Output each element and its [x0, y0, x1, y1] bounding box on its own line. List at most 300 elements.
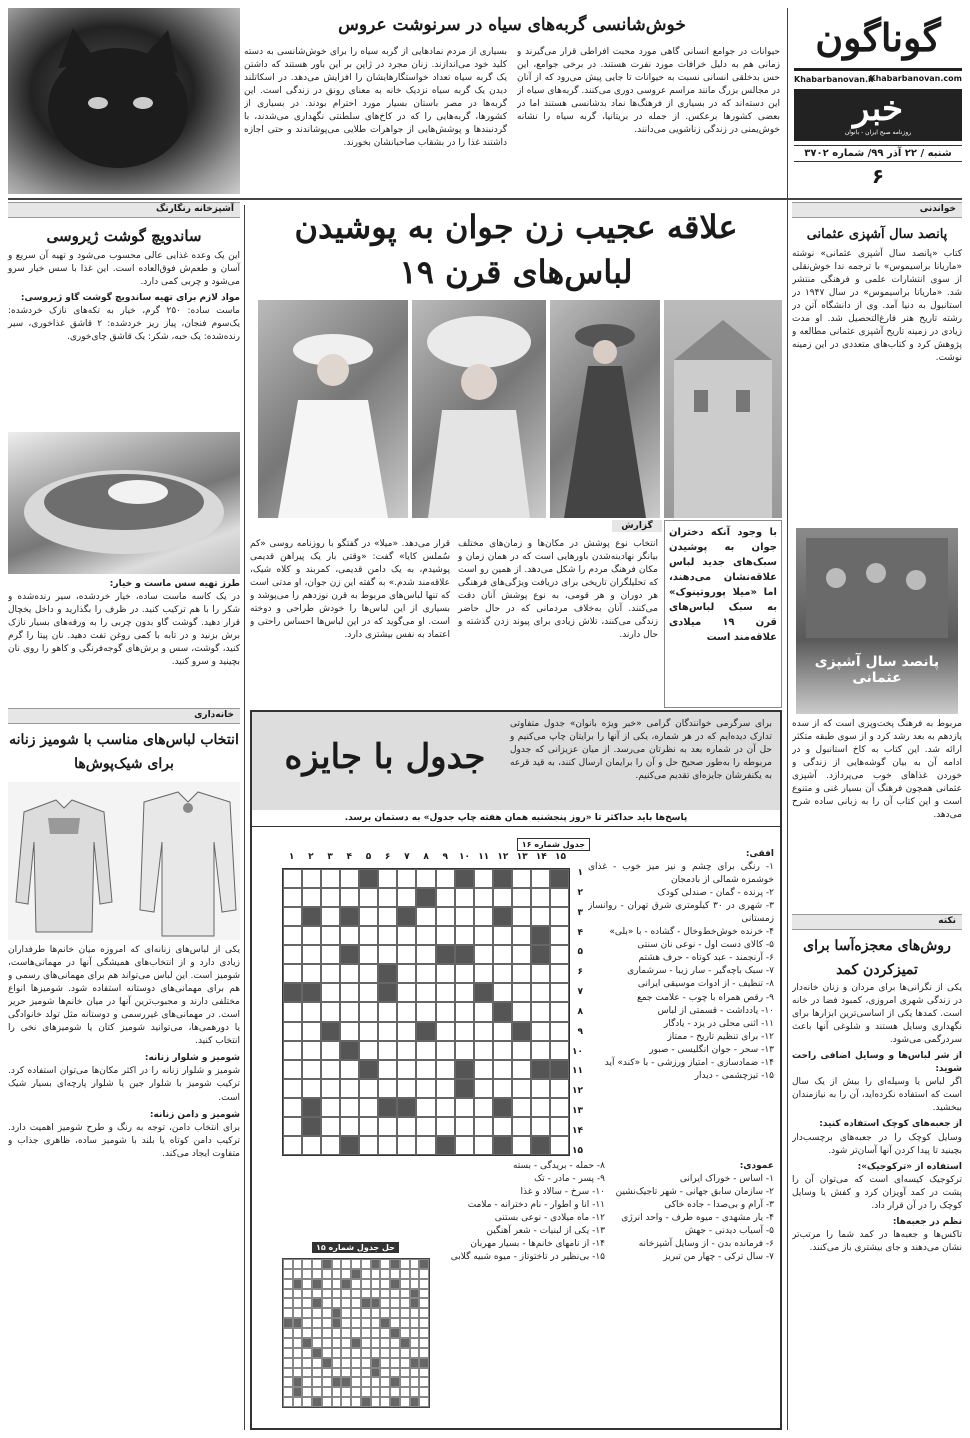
solution-cell — [302, 1348, 312, 1358]
crossword-cell[interactable] — [436, 926, 455, 945]
crossword-cell — [550, 869, 569, 888]
section-title: گوناگون — [794, 8, 962, 71]
crossword-cell[interactable] — [436, 907, 455, 926]
crossword-cell[interactable] — [416, 907, 435, 926]
crossword-cell[interactable] — [436, 1041, 455, 1060]
crossword-cell[interactable] — [359, 907, 378, 926]
grid-column-number: ۵ — [365, 852, 372, 862]
solution-cell — [351, 1387, 361, 1397]
crossword-cell[interactable] — [302, 1136, 321, 1155]
solution-cell — [322, 1377, 332, 1387]
solution-cell — [419, 1377, 429, 1387]
crossword-cell[interactable] — [340, 1002, 359, 1021]
crossword-cell[interactable] — [283, 907, 302, 926]
crossword-cell — [359, 869, 378, 888]
crossword-cell[interactable] — [378, 1022, 397, 1041]
crossword-cell[interactable] — [283, 1022, 302, 1041]
crossword-cell[interactable] — [512, 1041, 531, 1060]
solution-cell — [390, 1387, 400, 1397]
solution-cell — [341, 1328, 351, 1338]
crossword-grid[interactable] — [282, 868, 570, 1156]
crossword-cell[interactable] — [321, 869, 340, 888]
solution-cell — [371, 1308, 381, 1318]
grid-row-number: ۱ — [577, 868, 583, 878]
crossword-cell[interactable] — [397, 888, 416, 907]
solution-cell — [322, 1387, 332, 1397]
crossword-cell[interactable] — [321, 1002, 340, 1021]
crossword-cell[interactable] — [531, 888, 550, 907]
crossword-cell[interactable] — [493, 983, 512, 1002]
crossword-cell[interactable] — [455, 1002, 474, 1021]
woman-photo-3 — [550, 300, 660, 518]
crossword-cell[interactable] — [283, 1041, 302, 1060]
crossword-cell[interactable] — [378, 869, 397, 888]
crossword-cell — [340, 1136, 359, 1155]
crossword-cell[interactable] — [283, 869, 302, 888]
solution-cell — [293, 1328, 303, 1338]
solution-cell — [341, 1397, 351, 1407]
solution-cell — [283, 1289, 293, 1299]
solution-cell — [419, 1358, 429, 1368]
crossword-cell[interactable] — [397, 1041, 416, 1060]
crossword-cell[interactable] — [321, 888, 340, 907]
crossword-cell — [302, 907, 321, 926]
crossword-cell[interactable] — [321, 1136, 340, 1155]
solution-cell — [341, 1377, 351, 1387]
crossword-cell[interactable] — [436, 1002, 455, 1021]
solution-cell — [293, 1259, 303, 1269]
crossword-cell[interactable] — [340, 983, 359, 1002]
crossword-cell[interactable] — [550, 1117, 569, 1136]
crossword-clue: ۱۳- یکی از لبنیات - شعر آهنگین — [486, 1226, 605, 1237]
crossword-cell — [397, 907, 416, 926]
crossword-cell[interactable] — [302, 888, 321, 907]
crossword-cell[interactable] — [378, 1002, 397, 1021]
crossword-cell[interactable] — [321, 1117, 340, 1136]
crossword-cell[interactable] — [397, 926, 416, 945]
solution-cell — [410, 1348, 420, 1358]
crossword-clue: ۵- آسیاب دیدنی - جهش — [684, 1226, 774, 1237]
crossword-cell[interactable] — [283, 1079, 302, 1098]
crossword-cell[interactable] — [302, 869, 321, 888]
crossword-cell[interactable] — [474, 945, 493, 964]
crossword-cell[interactable] — [474, 964, 493, 983]
crossword-cell[interactable] — [359, 1079, 378, 1098]
recipe-steps — [8, 578, 240, 702]
solution-cell — [390, 1279, 400, 1289]
solution-cell — [400, 1318, 410, 1328]
crossword-cell[interactable] — [283, 1117, 302, 1136]
solution-cell — [419, 1338, 429, 1348]
crossword-cell[interactable] — [550, 888, 569, 907]
solution-cell — [322, 1397, 332, 1407]
crossword-cell[interactable] — [378, 926, 397, 945]
crossword-cell[interactable] — [512, 1098, 531, 1117]
crossword-cell[interactable] — [359, 888, 378, 907]
crossword-cell[interactable] — [321, 907, 340, 926]
crossword-cell[interactable] — [436, 888, 455, 907]
grid-row-number: ۲ — [577, 887, 583, 898]
crossword-cell[interactable] — [474, 1136, 493, 1155]
solution-cell — [302, 1289, 312, 1299]
solution-cell — [322, 1259, 332, 1269]
crossword-cell[interactable] — [359, 983, 378, 1002]
crossword-cell[interactable] — [531, 1041, 550, 1060]
grid-column-number: ۱۵ — [555, 852, 566, 862]
crossword-cell[interactable] — [531, 1002, 550, 1021]
crossword-cell[interactable] — [531, 964, 550, 983]
black-cat-photo — [8, 8, 240, 194]
crossword-cell[interactable] — [550, 983, 569, 1002]
solution-cell — [302, 1298, 312, 1308]
solution-cell — [332, 1348, 342, 1358]
sandwich-image — [8, 432, 240, 574]
crossword-cell[interactable] — [397, 964, 416, 983]
crossword-cell[interactable] — [455, 1041, 474, 1060]
crossword-cell[interactable] — [474, 1022, 493, 1041]
crossword-cell[interactable] — [436, 1117, 455, 1136]
crossword-cell[interactable] — [283, 945, 302, 964]
crossword-cell[interactable] — [378, 907, 397, 926]
crossword-cell[interactable] — [340, 1060, 359, 1079]
grid-column-number: ۱۱ — [478, 852, 490, 862]
solution-cell — [351, 1338, 361, 1348]
crossword-cell[interactable] — [340, 926, 359, 945]
clothing-article — [8, 944, 240, 1430]
site-url-alt[interactable]: Khabarbanovan.com — [869, 74, 962, 83]
crossword-cell[interactable] — [493, 1117, 512, 1136]
crossword-cell[interactable] — [474, 1060, 493, 1079]
crossword-cell[interactable] — [550, 1136, 569, 1155]
crossword-cell[interactable] — [531, 983, 550, 1002]
crossword-cell[interactable] — [378, 1079, 397, 1098]
crossword-cell[interactable] — [378, 1117, 397, 1136]
crossword-clue: ۲- سازمان سابق جهانی - شهر تاجیک‌نشین — [615, 1187, 774, 1198]
solution-cell — [380, 1269, 390, 1279]
crossword-cell[interactable] — [512, 888, 531, 907]
crossword-cell[interactable] — [340, 964, 359, 983]
crossword-cell[interactable] — [302, 964, 321, 983]
crossword-cell[interactable] — [512, 1079, 531, 1098]
solution-cell — [371, 1269, 381, 1279]
solution-cell — [283, 1348, 293, 1358]
crossword-cell[interactable] — [283, 1002, 302, 1021]
crossword-cell[interactable] — [531, 1022, 550, 1041]
solution-cell — [361, 1358, 371, 1368]
crossword-cell[interactable] — [455, 1136, 474, 1155]
solution-cell — [351, 1298, 361, 1308]
crossword-cell[interactable] — [531, 907, 550, 926]
crossword-cell[interactable] — [378, 945, 397, 964]
solution-cell — [419, 1387, 429, 1397]
solution-cell — [410, 1377, 420, 1387]
solution-cell — [410, 1397, 420, 1407]
crossword-cell[interactable] — [283, 1136, 302, 1155]
crossword-cell[interactable] — [550, 1022, 569, 1041]
tips-subhead: از شر لباس‌ها و وسایل اضافی راحت شوید: — [792, 1051, 962, 1075]
crossword-cell[interactable] — [531, 1079, 550, 1098]
solution-cell — [351, 1259, 361, 1269]
crossword-cell — [302, 1098, 321, 1117]
crossword-cell[interactable] — [340, 1098, 359, 1117]
crossword-cell[interactable] — [436, 1022, 455, 1041]
crossword-cell[interactable] — [512, 907, 531, 926]
crossword-cell[interactable] — [531, 1117, 550, 1136]
crossword-cell[interactable] — [397, 1079, 416, 1098]
crossword-cell[interactable] — [512, 983, 531, 1002]
crossword-cell[interactable] — [474, 1098, 493, 1117]
solution-cell — [322, 1348, 332, 1358]
crossword-cell[interactable] — [416, 1079, 435, 1098]
crossword-cell[interactable] — [474, 907, 493, 926]
crossword-cell[interactable] — [359, 1117, 378, 1136]
crossword-cell[interactable] — [474, 1041, 493, 1060]
crossword-cell[interactable] — [474, 1117, 493, 1136]
grid-row-number: ۱۱ — [572, 1066, 583, 1077]
crossword-cell[interactable] — [550, 1041, 569, 1060]
crossword-cell[interactable] — [321, 926, 340, 945]
crossword-cell[interactable] — [302, 1060, 321, 1079]
crossword-cell[interactable] — [378, 1060, 397, 1079]
solution-cell — [361, 1387, 371, 1397]
solution-cell — [410, 1318, 420, 1328]
crossword-cell[interactable] — [474, 926, 493, 945]
crossword-cell[interactable] — [321, 1041, 340, 1060]
crossword-cell — [493, 1002, 512, 1021]
crossword-cell[interactable] — [493, 1079, 512, 1098]
solution-cell — [361, 1397, 371, 1407]
book-cover — [796, 528, 958, 714]
book-body: کتاب «پانصد سال آشپزی عثمانی» نوشته «ماریانا براسیموس» با ترجمه ندا خوش‌نقلی از سوی انتشارات علمی و فرهنگی منتشر شد. «ماریانا براسیموس» در سال ۱۹۴۷ در استانبول به دنیا آمد. وی از دانشگاه آتن در رشته تاریخ هنر فارغ‌التحصیل شد. او مدت زیادی در زمینه تاریخ آشپزی عثمانی مطالعه و پژوهش کرد و کتاب‌های متعددی در این زمینه نوشت. — [792, 249, 962, 364]
crossword-cell[interactable] — [455, 1098, 474, 1117]
crossword-cell[interactable] — [455, 964, 474, 983]
crossword-cell[interactable] — [455, 983, 474, 1002]
solution-cell — [322, 1358, 332, 1368]
clothing-body: یکی از لباس‌های زنانه‌ای که امروزه میان خانم‌ها طرفداران زیادی دارد و از انتخاب‌های همیشگی آنها در مهمانی‌هاست، شومیز است. این لباس می‌تواند هم برای مهمانی‌های رسمی و هم برای مهمانی‌های دوستانه استفاده شود. شومیزها انواع مختلفی دارند و محبوب‌ترین آنها در میان خانم‌ها شومیز حریر است. در مهمانی‌های غیررسمی و دوستانه مثل تولد خانوادگی یا دورهمی‌ها، می‌توانید شومیز کتان یا شومیزهای نخی را انتخاب کنید. — [8, 945, 240, 1047]
crossword-cell[interactable] — [416, 1041, 435, 1060]
crossword-cell[interactable] — [416, 964, 435, 983]
crossword-cell[interactable] — [283, 888, 302, 907]
crossword-cell[interactable] — [493, 888, 512, 907]
crossword-cell[interactable] — [416, 983, 435, 1002]
solution-cell — [283, 1328, 293, 1338]
crossword-cell[interactable] — [359, 945, 378, 964]
tips-article — [792, 934, 962, 1430]
crossword-cell[interactable] — [550, 964, 569, 983]
crossword-cell[interactable] — [474, 1002, 493, 1021]
crossword-cell[interactable] — [512, 1117, 531, 1136]
tips-body: وسایل کوچک را در جعبه‌های برچسب‌دار بچینید تا پیدا کردن آنها آسان‌تر شود. — [792, 1132, 962, 1156]
puzzle-label: جدول شماره ۱۶ — [517, 838, 590, 851]
crossword-cell[interactable] — [512, 1002, 531, 1021]
crossword-cell[interactable] — [321, 945, 340, 964]
crossword-cell[interactable] — [340, 888, 359, 907]
crossword-cell[interactable] — [302, 945, 321, 964]
crossword-cell[interactable] — [359, 964, 378, 983]
solution-cell — [312, 1387, 322, 1397]
crossword-cell[interactable] — [436, 869, 455, 888]
solution-cell — [341, 1318, 351, 1328]
solution-cell — [293, 1348, 303, 1358]
crossword-cell[interactable] — [321, 983, 340, 1002]
crossword-cell[interactable] — [512, 926, 531, 945]
solution-cell — [371, 1318, 381, 1328]
crossword-cell[interactable] — [436, 1079, 455, 1098]
solution-cell — [380, 1338, 390, 1348]
solution-cell — [332, 1328, 342, 1338]
crossword-cell[interactable] — [397, 983, 416, 1002]
solution-cell — [332, 1338, 342, 1348]
crossword-cell[interactable] — [378, 1136, 397, 1155]
solution-cell — [400, 1338, 410, 1348]
crossword-cell[interactable] — [493, 1060, 512, 1079]
crossword-cell[interactable] — [321, 964, 340, 983]
crossword-cell[interactable] — [493, 1041, 512, 1060]
crossword-cell[interactable] — [416, 1136, 435, 1155]
crossword-cell[interactable] — [436, 964, 455, 983]
crossword-cell[interactable] — [493, 1022, 512, 1041]
crossword-cell[interactable] — [397, 1002, 416, 1021]
crossword-cell[interactable] — [359, 1002, 378, 1021]
horizontal-clues: افقی: ۱- رنگی برای چشم و نیز میز خوب - غذای خوشمزه شمالی از بادمجان ۲- پرنده - گمان - صندلی کودک ۳- شهری در ۳۰ کیلومتری شرق تهران - روانساز زمستانی ۴- خرنده خوش‌خط‌وخال - گشاده - با «بلی» ۵- کالای دست اول - نوعی نان سنتی ۶- آرنجمند - عبد کوتاه - حرف هشتم ۷- سبک باچه‌گیر - سار زیبا - سرشماری ۸- تنظیف - از ادوات موسیقی ایرانی ۹- رقص همراه با چوب - علامت جمع ۱۰- یادداشت - قسمتی از لباس ۱۱- اثنی محلی در یزد - یادگار ۱۲- برای تنظیم تاریخ - ممتاز ۱۳- سحر - جوان انگلیسی - صبور ۱۴- ضمادسازی - امتیاز ورزشی - با «کند» آید ۱۵- تیزچشمی - دیدار — [588, 848, 774, 1148]
crossword-cell[interactable] — [550, 1079, 569, 1098]
crossword-cell[interactable] — [397, 1136, 416, 1155]
crossword-cell[interactable] — [493, 926, 512, 945]
grid-column-number: ۱۳ — [516, 852, 528, 862]
crossword-cell[interactable] — [512, 1060, 531, 1079]
crossword-cell[interactable] — [550, 1098, 569, 1117]
solution-cell — [341, 1298, 351, 1308]
crossword-cell[interactable] — [455, 1022, 474, 1041]
crossword-cell — [302, 983, 321, 1002]
solution-cell — [371, 1397, 381, 1407]
crossword-cell[interactable] — [397, 1060, 416, 1079]
crossword-cell[interactable] — [359, 1136, 378, 1155]
grid-column-number: ۷ — [404, 852, 410, 862]
crossword-cell[interactable] — [474, 888, 493, 907]
crossword-cell[interactable] — [359, 1041, 378, 1060]
crossword-cell[interactable] — [550, 907, 569, 926]
crossword-cell[interactable] — [283, 964, 302, 983]
crossword-cell[interactable] — [493, 964, 512, 983]
crossword-cell[interactable] — [416, 1098, 435, 1117]
solution-cell — [361, 1318, 371, 1328]
crossword-cell[interactable] — [321, 1079, 340, 1098]
crossword-cell[interactable] — [416, 1060, 435, 1079]
crossword-cell[interactable] — [416, 926, 435, 945]
crossword-cell[interactable] — [512, 869, 531, 888]
solution-cell — [390, 1318, 400, 1328]
solution-cell — [283, 1269, 293, 1279]
crossword-cell[interactable] — [397, 869, 416, 888]
crossword-cell[interactable] — [302, 1079, 321, 1098]
crossword-cell[interactable] — [436, 1098, 455, 1117]
solution-cell — [293, 1298, 303, 1308]
crossword-cell[interactable] — [416, 869, 435, 888]
tips-body: یکی از نگرانی‌ها برای مردان و زنان خانه‌دار در زندگی شهری امروزی، کمبود فضا در خانه است. کمدها یکی از اساسی‌ترین ابزارها برای نگهداری وسایل هستند و شلوغی آنها باعث سردرگمی می‌شود. — [792, 983, 962, 1046]
solution-cell — [302, 1397, 312, 1407]
crossword-cell[interactable] — [455, 888, 474, 907]
crossword-cell[interactable] — [397, 1022, 416, 1041]
crossword-cell[interactable] — [359, 926, 378, 945]
crossword-cell[interactable] — [531, 869, 550, 888]
crossword-cell[interactable] — [455, 926, 474, 945]
solution-cell — [341, 1348, 351, 1358]
crossword-cell[interactable] — [512, 945, 531, 964]
solution-cell — [400, 1387, 410, 1397]
solution-cell — [293, 1318, 303, 1328]
crossword-cell[interactable] — [321, 1098, 340, 1117]
grid-column-number: ۶ — [384, 852, 391, 862]
crossword-cell[interactable] — [455, 1117, 474, 1136]
crossword-cell[interactable] — [474, 1079, 493, 1098]
crossword-cell[interactable] — [416, 945, 435, 964]
crossword-cell[interactable] — [302, 926, 321, 945]
crossword-cell[interactable] — [416, 1117, 435, 1136]
crossword-cell[interactable] — [512, 964, 531, 983]
crossword-cell[interactable] — [340, 869, 359, 888]
crossword-cell[interactable] — [550, 1002, 569, 1021]
solution-cell — [341, 1308, 351, 1318]
solution-cell — [380, 1328, 390, 1338]
crossword-cell[interactable] — [550, 926, 569, 945]
crossword-cell[interactable] — [302, 1022, 321, 1041]
crossword-cell[interactable] — [493, 945, 512, 964]
crossword-cell[interactable] — [378, 1041, 397, 1060]
solution-cell — [419, 1298, 429, 1308]
solution-cell — [410, 1308, 420, 1318]
site-url[interactable]: Khabarbanovan.ir — [794, 75, 875, 84]
crossword-cell[interactable] — [302, 1002, 321, 1021]
solution-cell — [302, 1387, 312, 1397]
crossword-cell[interactable] — [512, 1136, 531, 1155]
crossword-cell[interactable] — [340, 1079, 359, 1098]
crossword-cell[interactable] — [416, 1002, 435, 1021]
crossword-cell[interactable] — [283, 1060, 302, 1079]
crossword-cell[interactable] — [531, 1098, 550, 1117]
solution-cell — [410, 1368, 420, 1378]
crossword-cell[interactable] — [302, 1041, 321, 1060]
crossword-cell[interactable] — [397, 945, 416, 964]
crossword-cell[interactable] — [359, 1022, 378, 1041]
section-rule — [8, 198, 962, 200]
crossword-cell[interactable] — [340, 1117, 359, 1136]
crossword-cell[interactable] — [474, 869, 493, 888]
crossword-cell[interactable] — [359, 1098, 378, 1117]
crossword-cell[interactable] — [378, 888, 397, 907]
crossword-clue: ۴- یار مشهدی - میوه طرف - واحد انرژی — [621, 1213, 774, 1224]
crossword-cell[interactable] — [340, 1022, 359, 1041]
crossword-cell[interactable] — [436, 1060, 455, 1079]
crossword-cell[interactable] — [321, 1060, 340, 1079]
crossword-cell[interactable] — [455, 907, 474, 926]
grid-row-number: ۸ — [577, 1006, 583, 1017]
clothing-title: انتخاب لباس‌های مناسب با شومیز زنانه برای شیک‌پوش‌ها — [9, 732, 239, 772]
crossword-clue: ۱- رنگی برای چشم و نیز میز خوب - غذای خوشمزه شمالی از بادمجان — [588, 862, 774, 886]
vertical-clue-list — [444, 1160, 774, 1264]
woman-photo-1 — [258, 300, 408, 518]
solution-cell — [419, 1289, 429, 1299]
recipe-title: ساندویچ گوشت ژیروسی — [46, 227, 202, 245]
crossword-cell — [531, 926, 550, 945]
crossword-cell[interactable] — [397, 1117, 416, 1136]
crossword-cell[interactable] — [283, 1098, 302, 1117]
crossword-cell[interactable] — [283, 926, 302, 945]
feature-text: انتخاب نوع پوشش در مکان‌ها و زمان‌های مختلف بیانگر نهادینه‌شدن باورهایی است که در همان زمان و مکان فرهنگ مردم را شکل می‌دهد. از همین رو است که تحلیلگران تاریخی برای دریافت ویژگی‌های فرهنگی هر دوران و هر قومی، به نوع پوشش آنان دقت می‌کنند. آنان به‌خلاف مردمانی که در حال حاضر زندگی می‌کنند، تلاش زیادی برای پیوند زدن گذشته و حال دارند. — [458, 539, 658, 641]
crossword-cell[interactable] — [436, 983, 455, 1002]
solution-cell — [332, 1358, 342, 1368]
crossword-cell[interactable] — [550, 945, 569, 964]
